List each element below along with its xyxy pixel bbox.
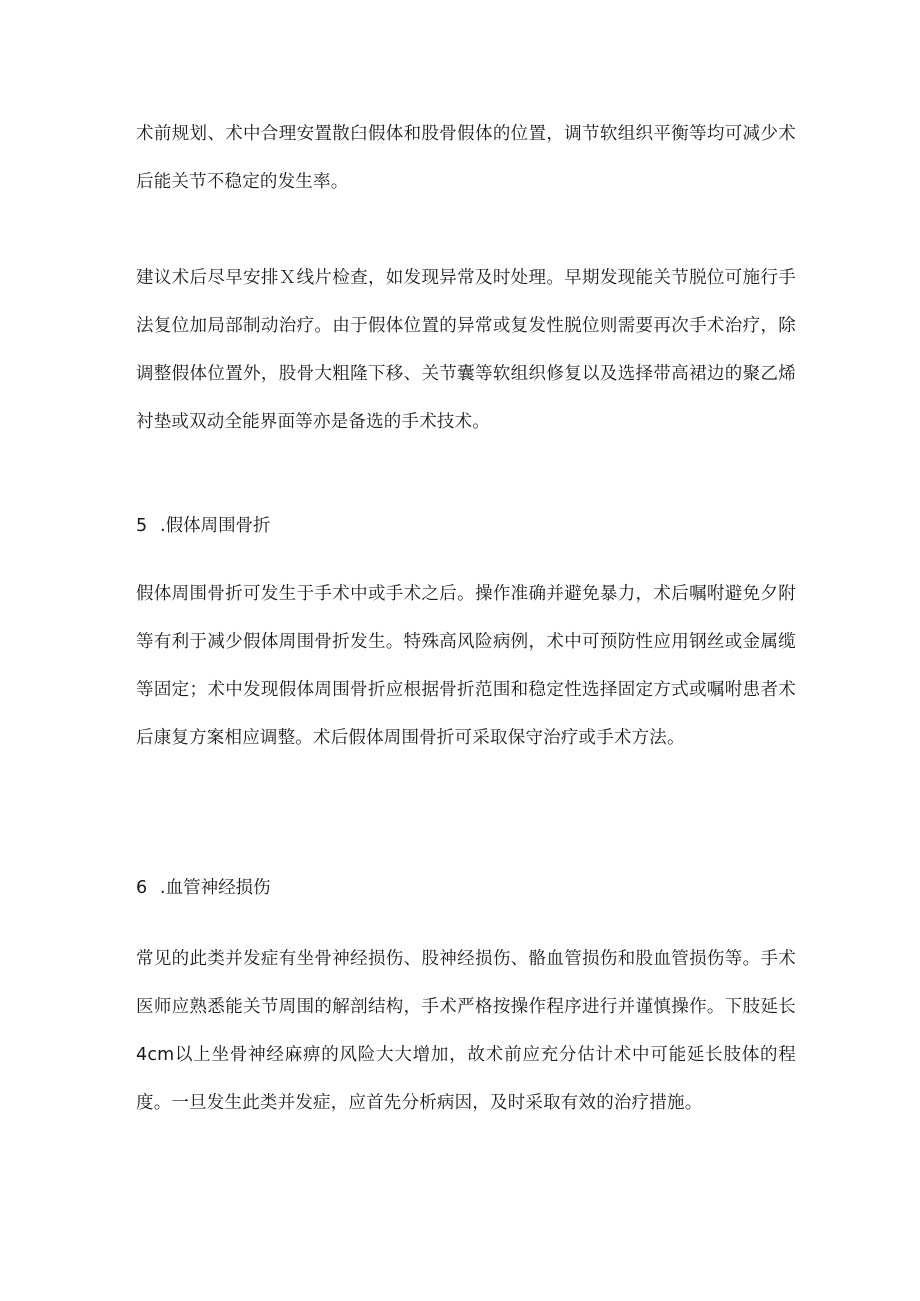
paragraph-xray-check: 建议术后尽早安排Ｘ线片检查，如发现异常及时处理。早期发现能关节脱位可施行手法复位加局部制动治疗。由于假体位置的异常或复发性脱位则需要再次手术治疗，除调整假体位置外，股骨大粗隆下移、关节囊等软组织修复以及选择带高裙边的聚乙烯衬垫或双动全能界面等亦是备选的手术技术。 [136, 268, 796, 432]
paragraph-neurovascular-injury: 常见的此类并发症有坐骨神经损伤、股神经损伤、骼血管损伤和股血管损伤等。手术医师应熟悉能关节周围的解剖结构，手术严格按操作程序进行并谨慎操作。下肢延长4cm以上坐骨神经麻痹的风险大大增加，故术前应充分估计术中可能延长肢体的程度。一旦发生此类并发症，应首先分析病因，及时采取有效的治疗措施。 [136, 949, 796, 1113]
section-title: .假体周围骨折 [160, 516, 271, 536]
paragraph-stability: 术前规划、术中合理安置散臼假体和股骨假体的位置，调节软组织平衡等均可减少术后能关节不稳定的发生率。 [136, 124, 796, 192]
section-heading-5 [136, 511, 271, 541]
section-heading-6 [136, 873, 271, 903]
section-title: .血管神经损伤 [160, 878, 271, 898]
section-number: 6 [136, 878, 148, 898]
paragraph-periprosthetic-fracture: 假体周围骨折可发生于手术中或手术之后。操作准确并避免暴力，术后嘱咐避免夕附等有利于减少假体周围骨折发生。特殊高风险病例，术中可预防性应用钢丝或金属缆等固定；术中发现假体周围骨折应根据骨折范围和稳定性选择固定方式或嘱咐患者术后康复方案相应调整。术后假体周围骨折可采取保守治疗或手术方法。 [136, 584, 796, 748]
section-number: 5 [136, 516, 148, 536]
